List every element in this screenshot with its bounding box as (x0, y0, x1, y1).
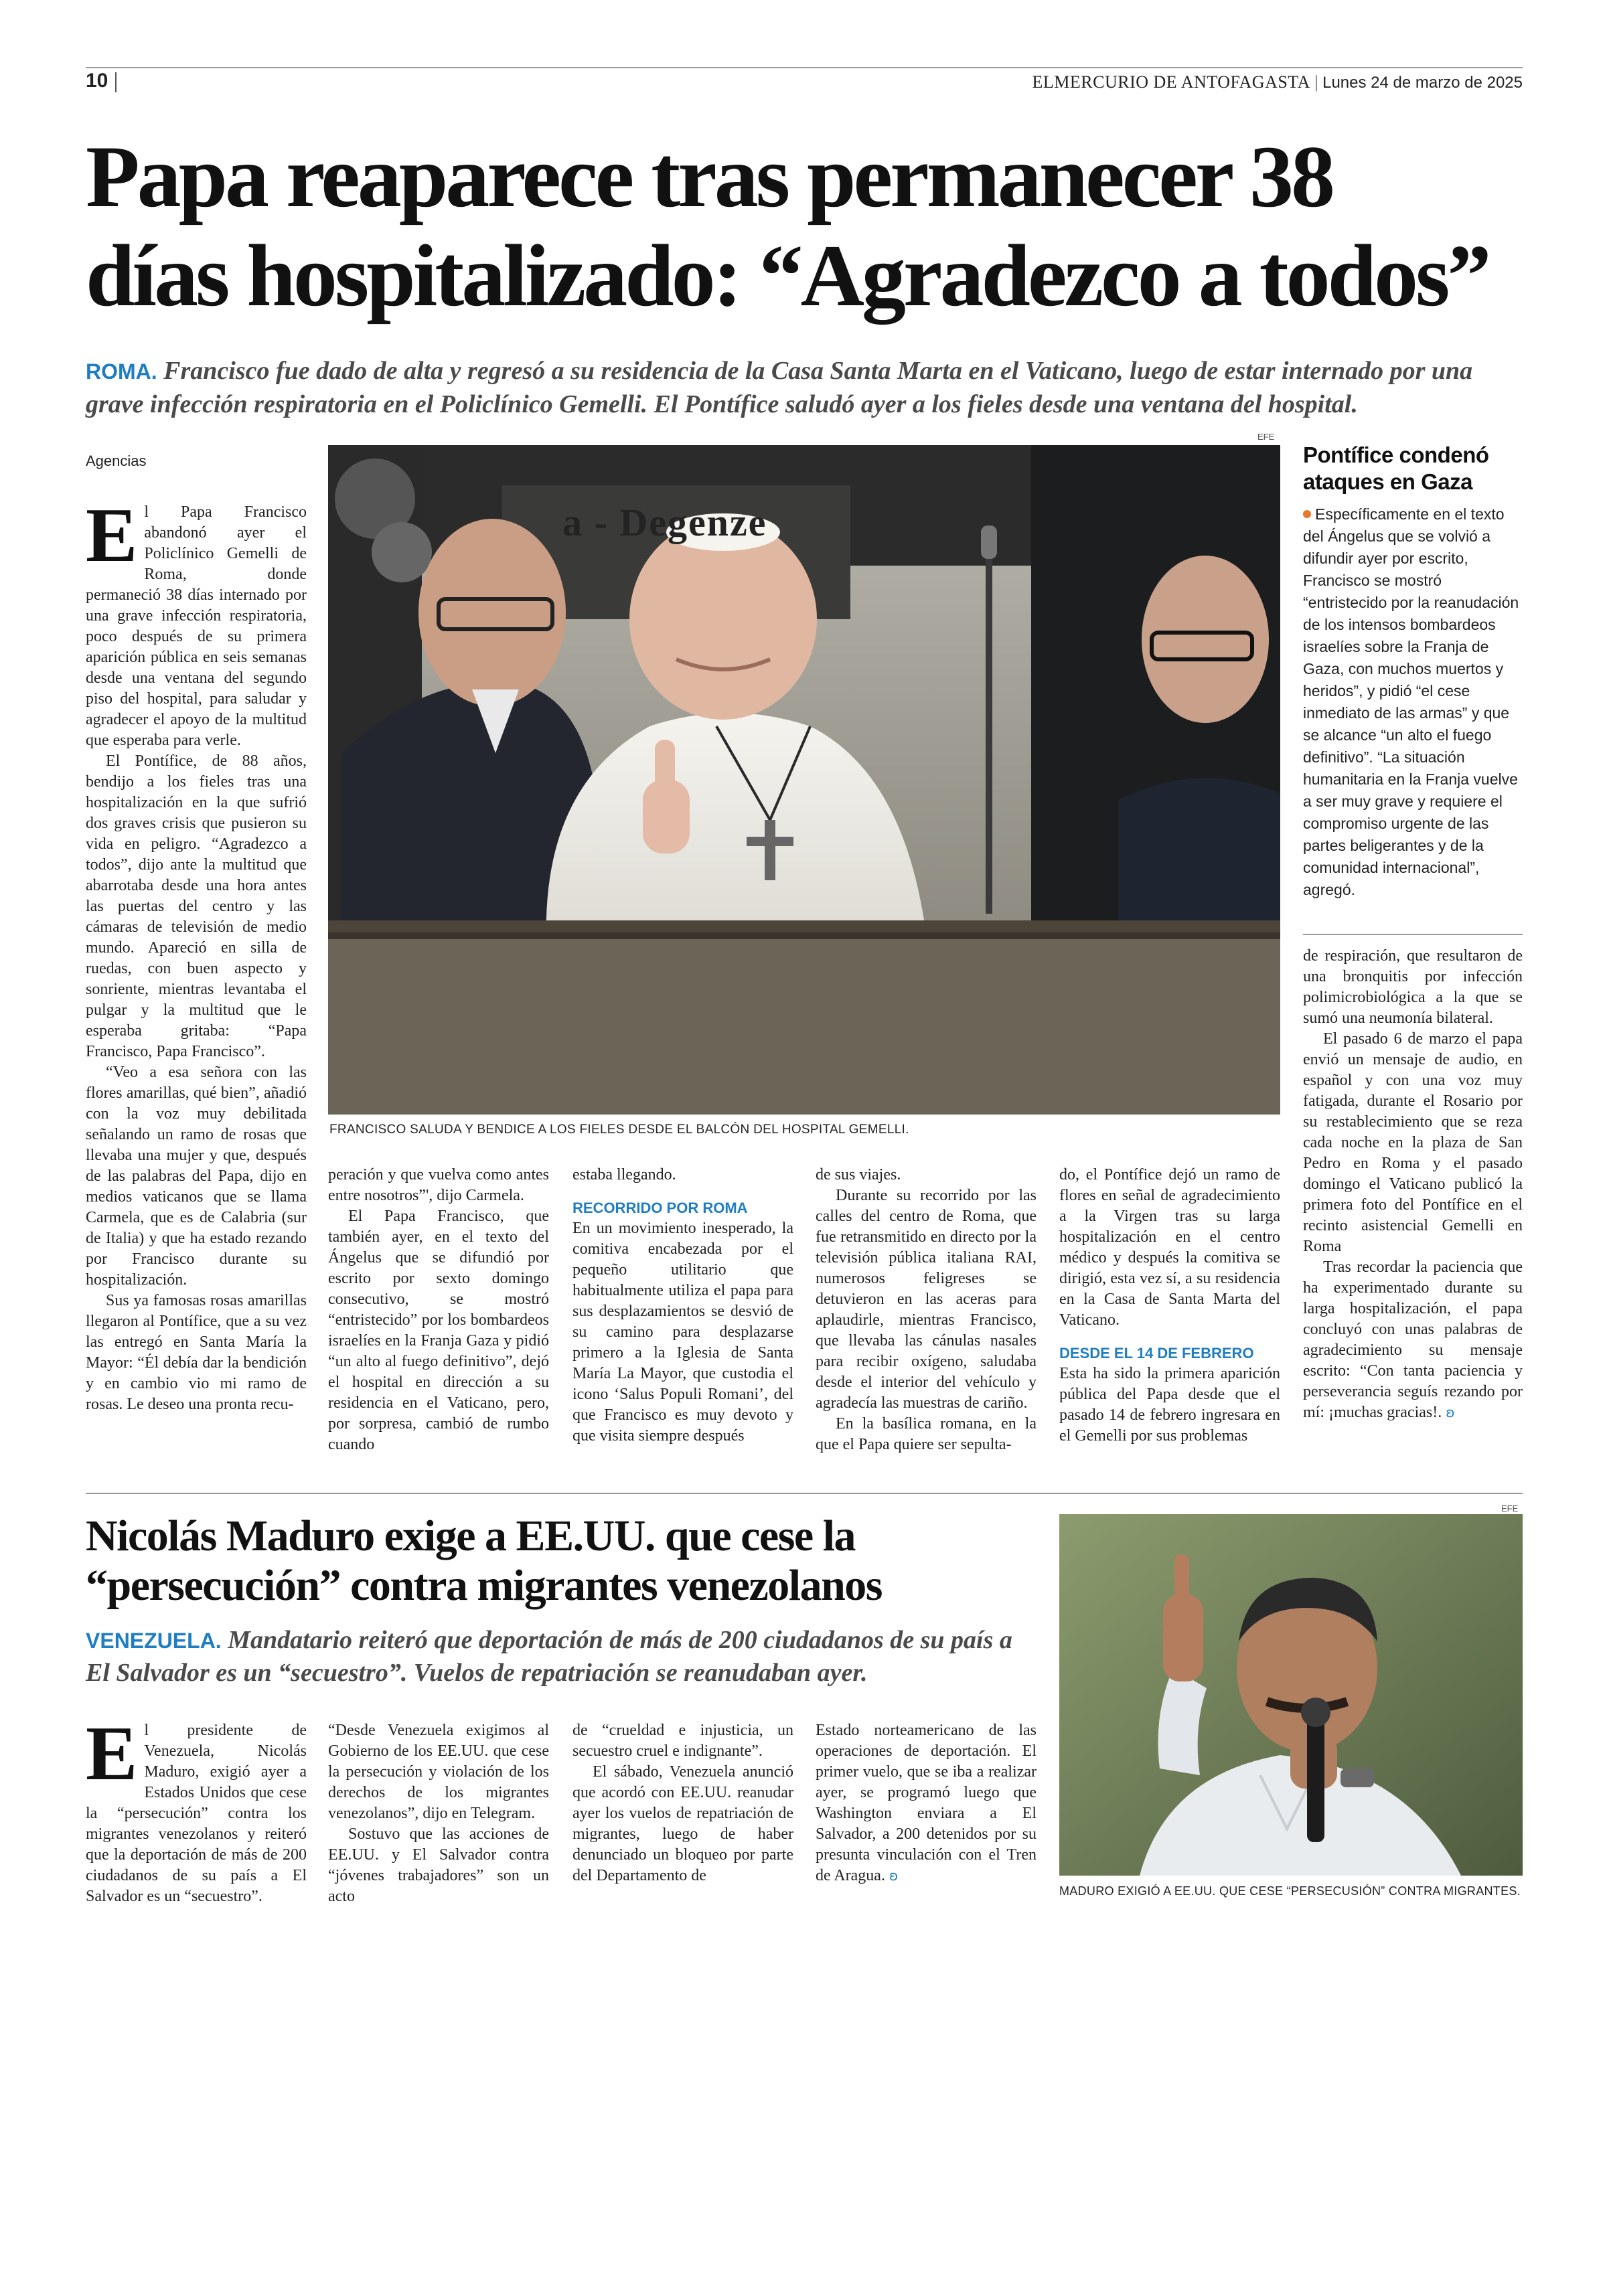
article1-headline-line1: Papa reaparece tras permanecer 38 (86, 127, 1333, 226)
article2-column-1 (86, 1711, 307, 1907)
article2-column-3 (572, 1720, 793, 1886)
photo-sign-text: a - Degenze (562, 501, 767, 544)
article2-col3-paragraph-2: El sábado, Venezuela anunció que acordó con EE.UU. reanudar ayer los vuelos de repatriación de migrantes, luego de haber denunciado un bloqueo por parte del Departamento de (572, 1763, 793, 1884)
gaza-sidebar (1303, 442, 1523, 901)
article1-headline (86, 127, 1532, 325)
article1-column-5 (1059, 1165, 1280, 1447)
sidebar-bottom-rule (1303, 934, 1523, 935)
gaza-sidebar-text: Específicamente en el texto del Ángelus que se volvió a difundir ayer por escrito, Francisco se mostró “entristecido por la reanudación de los intensos bombardeos israelíes sobre la Franja de Gaza, con muchos muertos y heridos”, y pidió “el cese inmediato de las armas” y que se alcance “un alto el fuego definitivo”. “La situación humanitaria en la Franja vuelve a ser muy grave y requiere el compromiso urgente de las partes beligerantes y de la comunidad internacional”, agregó. (1303, 505, 1519, 898)
article1-col1-paragraph-3: “Veo a esa señora con las flores amarillas, qué bien”, añadió con la voz muy debilitada señalando un ramo de rosas que llevaba una mujer y que, después de las palabras del Papa, dijo en medios vaticanos que se llama Carmela, que es de Calabria (sur de Italia) y que ha estado rezando por Francisco durante su hospitalización. (86, 1064, 307, 1289)
maduro-photo (1059, 1514, 1523, 1876)
article1-lead-text: Francisco fue dado de alta y regresó a su residencia de la Casa Santa Marta en el Vaticano, luego de estar internado por una grave infección respiratoria en el Policlínico Gemelli. El Pontífice saludó ayer a los fieles desde una ventana del hospital. (86, 357, 1473, 418)
article2-end-mark: ʚ (889, 1868, 899, 1884)
article1-photo-caption: FRANCISCO SALUDA Y BENDICE A LOS FIELES DESDE EL BALCÓN DEL HOSPITAL GEMELLI. (329, 1123, 909, 1137)
article2-column-2 (328, 1720, 549, 1907)
header-top-rule (86, 67, 1523, 68)
article1-col4-paragraph-1: de sus viajes. (816, 1166, 901, 1183)
article1-col5-paragraph-1: do, el Pontífice dejó un ramo de flores en señal de agradecimiento a la Virgen tras su larga hospitalización en el centro médico y después la comitiva se dirigió, esta vez sí, a su residencia en la Casa de Santa Marta del Vaticano. (1059, 1166, 1280, 1329)
page-number-divider (115, 72, 117, 92)
article1-column-1 (86, 493, 307, 1415)
gaza-sidebar-bullet (1303, 510, 1311, 518)
article2-headline-line2: “persecución” contra migrantes venezolanos (86, 1561, 882, 1610)
article1-col1-paragraph-2: El Pontífice, de 88 años, bendijo a los fieles tras una hospitalización en la que sufrió dos graves crisis que pusieron su vida en peligro. “Agradezco a todos”, dijo ante la multitud que abarrotaba desde una hora antes las puertas del centro y las cámaras de televisión de medio mundo. Apareció en silla de ruedas, con buen aspecto y sonriente, mientras levantaba el pulgar y la multitud que le esperaba gritaba: “Papa Francisco, Papa Francisco”. (86, 752, 307, 1060)
masthead-line (1032, 72, 1523, 92)
article1-kicker: ROMA. (86, 359, 157, 384)
article1-col6-paragraph-3 (1303, 1257, 1523, 1423)
article1-col6-paragraph-2: El pasado 6 de marzo el papa envió un mensaje de audio, en español y con una voz muy fatigada, durante el Rosario por su restablecimiento que se reza cada noche en la plaza de San Pedro en Roma y el pasado domingo el Vaticano publicó la primera foto del Pontífice en el recinto asistencial Gemelli en Roma (1303, 1030, 1523, 1255)
article1-column-6 (1303, 946, 1523, 1423)
article-divider (86, 1493, 1523, 1494)
article2-lead-text: Mandatario reiteró que deportación de más de 200 ciudadanos de su país a El Salvador es un “secuestro”. Vuelos de repatriación se reanudaban ayer. (86, 1626, 1012, 1687)
article2-col3-paragraph-1: de “crueldad e injusticia, un secuestro cruel e indignante”. (572, 1722, 793, 1760)
article1-col3-paragraph-2: En un movimiento inesperado, la comitiva encabezada por el pequeño utilitario que habitualmente utiliza el papa para sus desplazamientos se desvió de su camino para desplazarse primero a la Iglesia de Santa María La Mayor, que custodia el icono ‘Salus Populi Romani’, del que Francisco es muy devoto y que visita siempre después (572, 1220, 793, 1445)
gaza-sidebar-title: Pontífice condenó ataques en Gaza (1303, 442, 1489, 494)
article1-col3-paragraph-1: estaba llegando. (572, 1166, 676, 1183)
article1-col4-paragraph-2: Durante su recorrido por las calles del centro de Roma, que fue retransmitido en directo por la televisión pública italiana RAI, numerosos feligreses se detuvieron en las aceras para aplaudirle, mientras Francisco, que llevaba las cánulas nasales para recibir oxígeno, saludaba desde el interior del vehículo y agradecía las muestras de cariño. (816, 1187, 1037, 1412)
article2-headline-line1: Nicolás Maduro exige a EE.UU. que cese la (86, 1511, 856, 1560)
article1-col2-paragraph-2: El Papa Francisco, que también ayer, en el texto del Ángelus que se difundió por escrito por sexto domingo consecutivo, se mostró “entristecido” por los bombardeos israelíes en la Franja Gaza y pidió “un alto al fuego definitivo”, dejó el hospital en dirección a su residencia en el Vaticano, pero, por sorpresa, cambió de rumbo cuando (328, 1208, 549, 1453)
article1-col5-paragraph-2: Esta ha sido la primera aparición pública del Papa desde que el pasado 14 de febrero ingresara en el Gemelli por sus problemas (1059, 1365, 1280, 1445)
maduro-photo-illustration (1059, 1514, 1523, 1876)
article1-end-mark: ʚ (1446, 1404, 1455, 1420)
article2-col4-paragraph-1 (816, 1720, 1037, 1886)
pope-photo-illustration (328, 445, 1280, 1115)
article1-col6-paragraph-3-text: Tras recordar la paciencia que ha experimentado durante su larga hospitalización, el papa concluyó con unas palabras de agradecimiento su mensaje escrito: “Con tanta paciencia y perseverancia seguís rezando por mí: ¡muchas gracias!. (1303, 1258, 1523, 1421)
article1-photo-credit: EFE (1257, 432, 1275, 442)
pope-photo (328, 445, 1280, 1115)
article2-col4-paragraph-1-text: Estado norteamericano de las operaciones de deportación. El primer vuelo, que se iba a realizar ayer, se programó luego que Washington enviara a El Salvador, a 200 detenidos por su presunta vinculación con el Tren de Aragua. (816, 1722, 1037, 1884)
article1-column-4 (816, 1165, 1037, 1455)
article2-photo-caption: MADURO EXIGIÓ A EE.UU. QUE CESE “PERSECUSIÓN” CONTRA MIGRANTES. (1059, 1884, 1521, 1898)
article1-col1-paragraph-4: Sus ya famosas rosas amarillas llegaron al Pontífice, que a su vez las entregó en Santa María la Mayor: “Él debía dar la bendición y en cambio vio mi ramo de rosas. Le deseo una pronta recu- (86, 1292, 307, 1413)
article2-dropcap: E (86, 1711, 138, 1797)
masthead-divider: | (1314, 72, 1318, 92)
article1-col2-paragraph-1: peración y que vuelva como antes entre nosotros”', dijo Carmela. (328, 1166, 549, 1204)
article1-headline-line2: días hospitalizado: “Agradezco a todos” (86, 226, 1489, 325)
article1-column-2 (328, 1165, 549, 1455)
article2-headline (86, 1511, 1037, 1611)
publication-date: Lunes 24 de marzo de 2025 (1322, 74, 1523, 92)
article1-col6-paragraph-1: de respiración, que resultaron de una bronquitis por infección polimicrobiológica a la que se sumó una neumonía bilateral. (1303, 947, 1523, 1027)
article2-lead (86, 1624, 1037, 1689)
publication-name: ELMERCURIO DE ANTOFAGASTA (1032, 72, 1310, 92)
article2-photo-credit: EFE (1501, 1503, 1519, 1513)
article1-dropcap: E (86, 493, 138, 578)
article1-lead (86, 355, 1525, 421)
gaza-sidebar-body (1303, 503, 1523, 901)
article1-byline: Agencias (86, 453, 147, 469)
article2-col2-paragraph-1: “Desde Venezuela exigimos al Gobierno de los EE.UU. que cese la persecución y violación de los derechos de los migrantes venezolanos”, dijo en Telegram. (328, 1722, 549, 1822)
article2-kicker: VENEZUELA. (86, 1629, 222, 1653)
article2-col2-paragraph-2: Sostuvo que las acciones de EE.UU. y El Salvador contra “jóvenes trabajadores” son un acto (328, 1825, 549, 1905)
article2-column-4 (816, 1720, 1037, 1886)
article1-subhead-recorrido: RECORRIDO POR ROMA (572, 1200, 748, 1216)
article1-subhead-desde: DESDE EL 14 DE FEBRERO (1059, 1345, 1254, 1362)
article1-col4-paragraph-3: En la basílica romana, en la que el Papa quiere ser sepulta- (816, 1415, 1037, 1453)
article1-col1-paragraph-1: l Papa Francisco abandonó ayer el Policlínico Gemelli de Roma, donde permaneció 38 días internado por una grave infección respiratoria, poco después de su primera aparición pública en seis semanas desde una ventana del segundo piso del hospital, para saludar y agradecer el apoyo de la multitud que esperaba para verle. (86, 503, 307, 749)
article2-col1-paragraph-1: l presidente de Venezuela, Nicolás Maduro, exigió ayer a Estados Unidos que cese la “persecución” contra los migrantes venezolanos y reiteró que la deportación de más de 200 ciudadanos de su país a El Salvador es un “secuestro”. (86, 1722, 307, 1905)
page-number: 10 (86, 70, 108, 92)
article1-column-3 (572, 1165, 793, 1447)
